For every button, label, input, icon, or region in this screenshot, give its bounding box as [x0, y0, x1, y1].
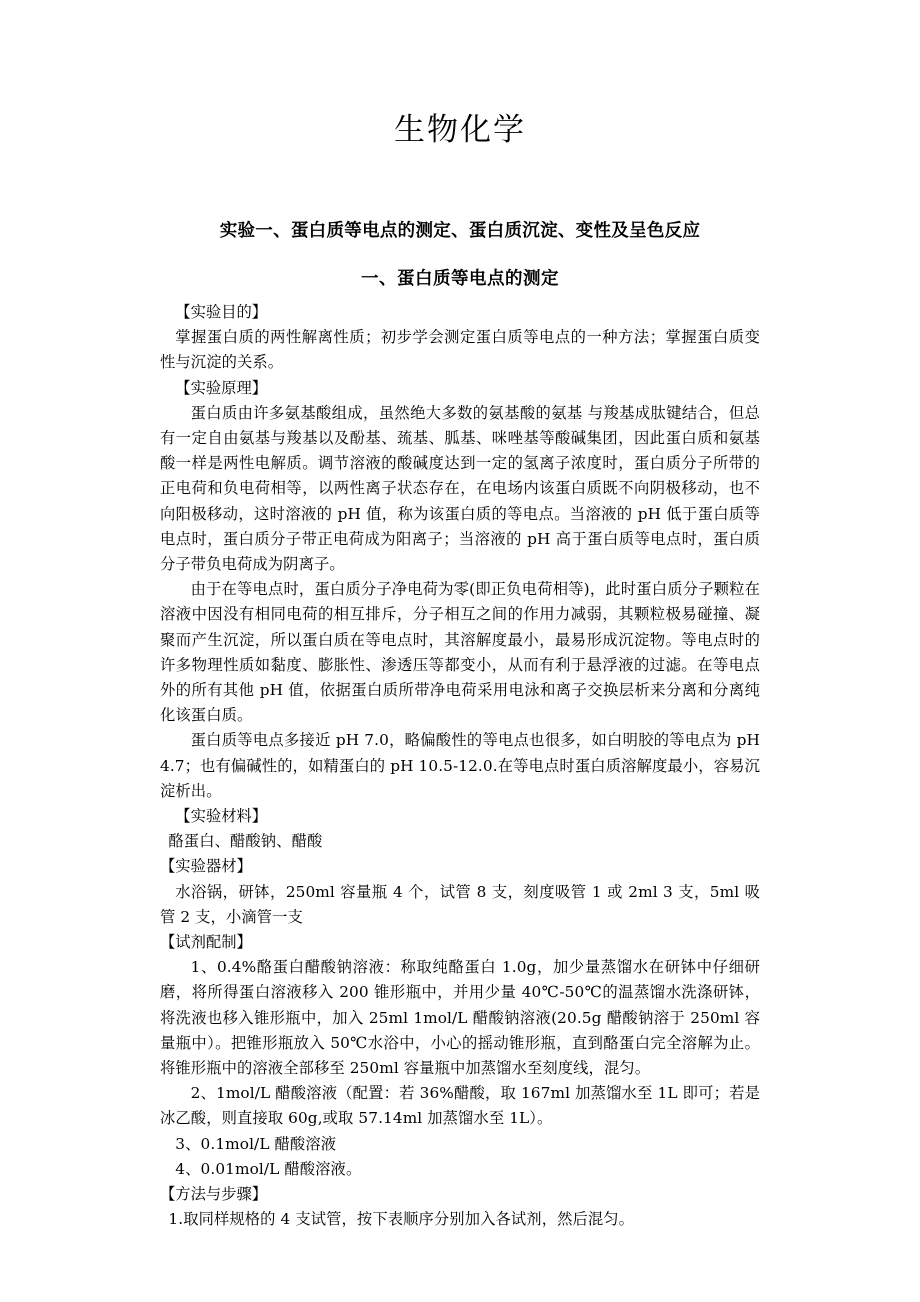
materials-text: 酪蛋白、醋酸钠、醋酸 — [168, 832, 323, 851]
reagent-item: 2、1mol/L 醋酸溶液（配置：若 36%醋酸，取 167ml 加蒸馏水至 1L 即可；若是冰乙酸，则直接取 60g,或取 57.14ml 加蒸馏水至 1L）。 — [160, 1084, 760, 1128]
reagent-item: 3、0.1mol/L 醋酸溶液 — [175, 1134, 337, 1153]
materials-label: 【实验材料】 — [175, 807, 268, 825]
methods-label: 【方法与步骤】 — [160, 1185, 268, 1204]
reagents-label: 【试剂配制】 — [160, 933, 252, 952]
principle-paragraph-2: 由于在等电点时，蛋白质分子净电荷为零(即正负电荷相等)，此时蛋白质分子颗粒在溶液中因没有相同电荷的相互排斥，分子相互之间的作用力减弱，其颗粒极易碰撞、凝聚而产生沉淀，所以蛋白质在等电点时，其溶解度最小，最易形成沉淀物。等电点时的许多物理性质如黏度、膨胀性、渗透压等都变小，从而有利于悬浮液的过滤。在等电点外的所有其他 pH 值，依据蛋白质所带净电荷采用电泳和离子交换层析来分离和分离纯化该蛋白质。 — [160, 580, 760, 725]
reagent-item: 4、0.01mol/L 醋酸溶液。 — [175, 1159, 362, 1178]
page-title: 生物化学 — [394, 112, 526, 148]
equipment-label: 【实验器材】 — [160, 857, 252, 876]
principle-paragraph-1: 蛋白质由许多氨基酸组成，虽然绝大多数的氨基酸的氨基 与羧基成肽键结合，但总有一定自由氨基与羧基以及酚基、巯基、胍基、咪唑基等酸碱集团，因此蛋白质和氨基酸一样是两性电解质。调节溶液的酸碱度达到一定的氢离子浓度时，蛋白质分子所带的正电荷和负电荷相等，以两性离子状态存在，在电场内该蛋白质既不向阴极移动，也不向阳极移动，这时溶液的 pH 值，称为该蛋白质的等电点。当溶液的 pH 低于蛋白质等电点时，蛋白质分子带正电荷成为阳离子；当溶液的 pH 高于蛋白质等电点时，蛋白质分子带负电荷成为阴离子。 — [160, 403, 760, 573]
principle-paragraph-3: 蛋白质等电点多接近 pH 7.0，略偏酸性的等电点也很多，如白明胶的等电点为 pH 4.7；也有偏碱性的，如精蛋白的 pH 10.5-12.0.在等电点时蛋白质溶解度最小，容易沉淀析出。 — [160, 731, 760, 800]
methods-step-1: 1.取同样规格的 4 支试管，按下表顺序分别加入各试剂，然后混匀。 — [168, 1210, 635, 1229]
document-content — [160, 0, 760, 1232]
purpose-label: 【实验目的】 — [175, 302, 268, 321]
reagent-item: 1、0.4%酪蛋白醋酸钠溶液：称取纯酪蛋白 1.0g，加少量蒸馏水在研钵中仔细研磨，将所得蛋白溶液移入 200 锥形瓶中，并用少量 40℃-50℃的温蒸馏水洗涤研钵，将洗液也移入锥形瓶中，加入 25ml 1mol/L 醋酸钠溶液(20.5g 醋酸钠溶于 250ml 容量瓶中）。把锥形瓶放入 50℃水浴中，小心的摇动锥形瓶，直到酪蛋白完全溶解为止。将锥形瓶中的溶液全部移至 250ml 容量瓶中加蒸馏水至刻度线，混匀。 — [160, 958, 760, 1078]
equipment-text: 水浴锅，研钵，250ml 容量瓶 4 个，试管 8 支，刻度吸管 1 或 2ml 3 支，5ml 吸管 2 支，小滴管一支 — [160, 882, 760, 926]
experiment-heading: 实验一、蛋白质等电点的测定、蛋白质沉淀、变性及呈色反应 — [219, 221, 701, 242]
purpose-text: 掌握蛋白质的两性解离性质；初步学会测定蛋白质等电点的一种方法；掌握蛋白质变性与沉淀的关系。 — [160, 328, 760, 372]
section-heading: 一、蛋白质等电点的测定 — [361, 268, 559, 289]
principle-label: 【实验原理】 — [175, 378, 268, 397]
